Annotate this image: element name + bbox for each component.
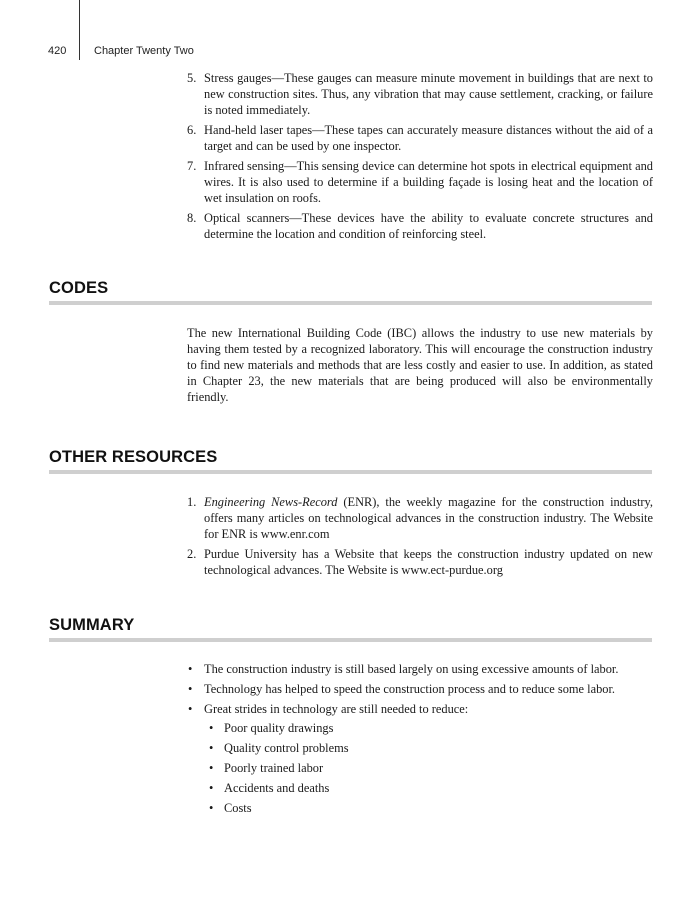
list-item [187,158,653,206]
item-number: 7. [187,159,197,173]
bullet: • [209,741,214,755]
item-number: 8. [187,211,197,225]
chapter-title: Chapter Twenty Two [94,45,194,57]
item-text: The construction industry is still based largely on using excessive amounts of labor. [204,662,619,676]
header-divider-rule [79,0,80,60]
list-item [187,122,653,154]
bullet: • [188,662,193,676]
sub-list-item [204,720,653,736]
item-text: Poorly trained labor [224,761,324,775]
list-item [187,681,653,697]
item-text: Great strides in technology are still needed to reduce: [204,702,469,716]
item-text: Optical scanners—These devices have the ability to evaluate concrete structures and determine the location and condition of reinforcing steel. [204,211,653,241]
list-item [187,494,653,542]
bullet: • [209,781,214,795]
sub-list-item [204,800,653,816]
item-text: Accidents and deaths [224,781,330,795]
sub-list-item [204,780,653,796]
codes-heading-bar [49,301,652,305]
item-number: 6. [187,123,197,137]
summary-list [187,661,653,820]
item-text: Stress gauges—These gauges can measure minute movement in buildings that are next to new construction sites. Thus, any vibration that may cause settlement, cracking, or failure is noted immediately. [204,71,653,117]
codes-heading: CODES [49,279,109,297]
item-text: Hand-held laser tapes—These tapes can accurately measure distances without the aid of a target and can be used by one inspector. [204,123,653,153]
sub-list-item [204,760,653,776]
item-text: Poor quality drawings [224,721,334,735]
item-text: Infrared sensing—This sensing device can determine hot spots in electrical equipment and wires. It is also used to determine if a building façade is losing heat and the location of wet insulation on roofs. [204,159,653,205]
other-resources-heading: OTHER RESOURCES [49,448,218,466]
bullet: • [209,761,214,775]
item-text: Purdue University has a Website that keeps the construction industry updated on new technological advances. The Website is www.ect-purdue.org [204,547,653,577]
summary-sub-list [204,720,653,816]
sub-list-item [204,740,653,756]
list-item [187,210,653,242]
bullet: • [188,682,193,696]
item-text: Technology has helped to speed the construction process and to reduce some labor. [204,682,616,696]
tools-list [187,70,653,246]
summary-heading-bar [49,638,652,642]
bullet: • [209,801,214,815]
list-item [187,546,653,578]
item-text: Costs [224,801,252,815]
item-number: 1. [187,495,197,509]
list-item [187,70,653,118]
list-item [187,701,653,816]
item-text: (ENR), the weekly magazine for the construction industry, offers many articles on technological advances in the construction industry. The Website for ENR is www.enr.com [204,495,653,541]
summary-heading: SUMMARY [49,616,135,634]
resources-list [187,494,653,582]
item-number: 2. [187,547,197,561]
item-text: Quality control problems [224,741,349,755]
page-number: 420 [48,45,67,57]
bullet: • [188,702,193,716]
item-number: 5. [187,71,197,85]
other-resources-heading-bar [49,470,652,474]
publication-title: Engineering News-Record [204,495,338,509]
codes-paragraph: The new International Building Code (IBC) allows the industry to use new materials by having them tested by a recognized laboratory. This will encourage the construction industry to find new materials and methods that are less costly and easier to use. In addition, as stated in Chapter 23, the new materials that are being produced will also be environmentally friendly. [187,326,653,404]
list-item [187,661,653,677]
bullet: • [209,721,214,735]
